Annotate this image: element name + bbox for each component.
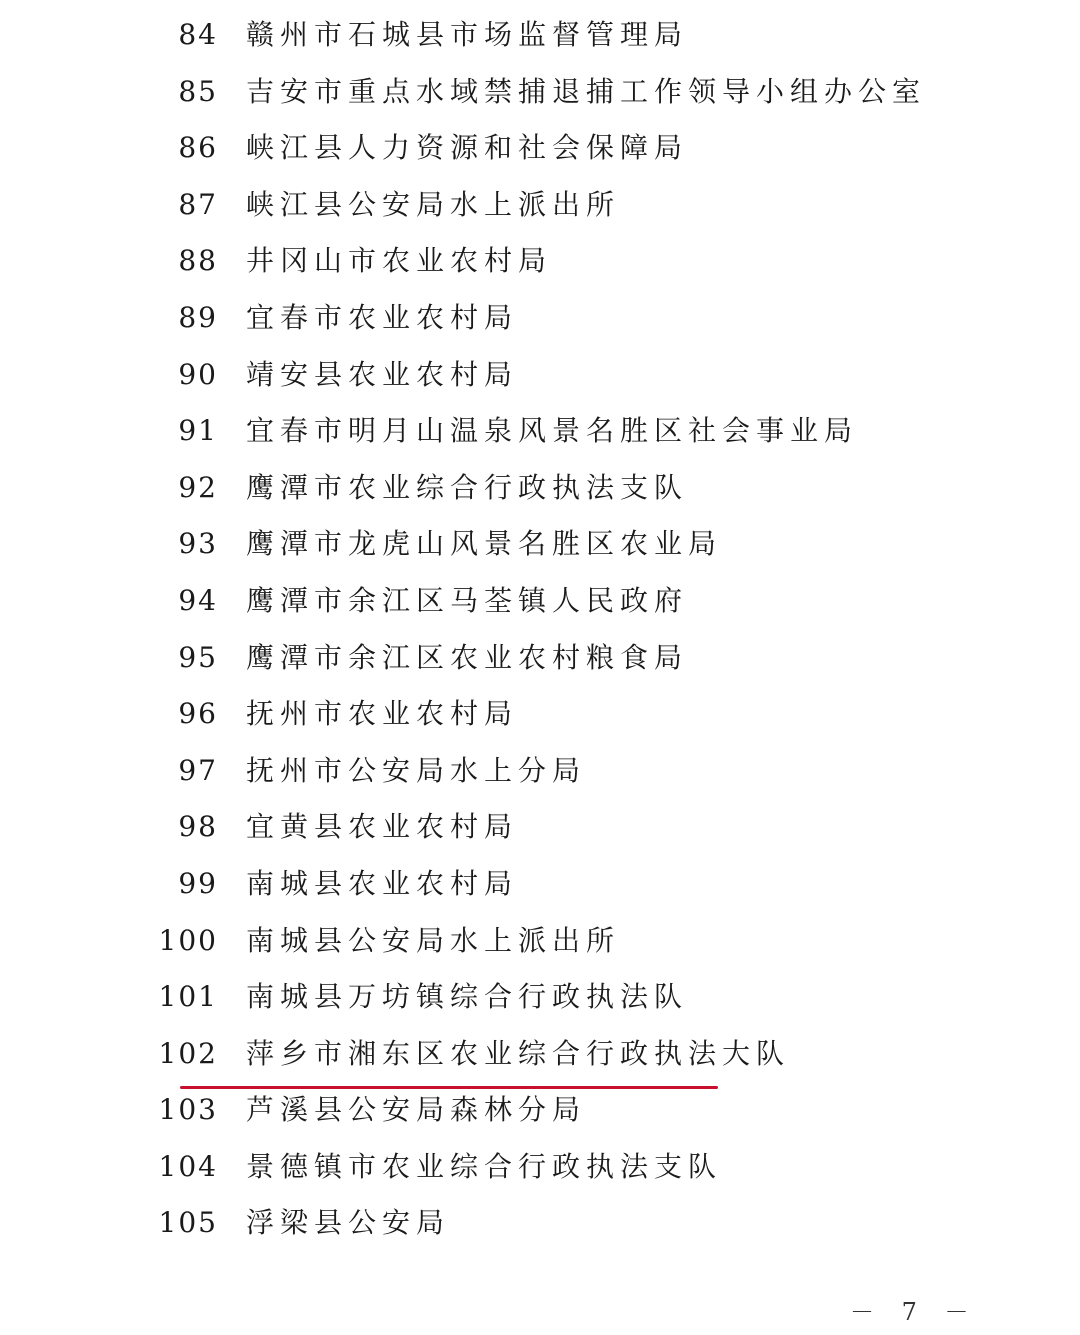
item-number: 104 — [158, 1149, 218, 1183]
organization-name: 浮梁县公安局 — [246, 1206, 451, 1240]
organization-name: 萍乡市湘东区农业综合行政执法大队 — [246, 1036, 791, 1070]
list-item — [0, 350, 1080, 407]
list-item — [0, 972, 1080, 1029]
item-number: 87 — [178, 187, 218, 221]
list-item — [0, 236, 1080, 293]
item-number: 100 — [158, 923, 218, 957]
item-number: 93 — [178, 527, 218, 561]
list-item — [0, 633, 1080, 690]
list-item — [0, 10, 1080, 67]
highlighted-list-item — [0, 1029, 1080, 1086]
list-item — [0, 123, 1080, 180]
organization-name: 峡江县公安局水上派出所 — [246, 187, 621, 221]
organization-name: 鹰潭市余江区农业农村粮食局 — [246, 640, 689, 674]
list-item — [0, 463, 1080, 520]
organization-name: 抚州市公安局水上分局 — [246, 753, 587, 787]
item-number: 96 — [178, 697, 218, 731]
organization-name: 吉安市重点水域禁捕退捕工作领导小组办公室 — [246, 74, 927, 108]
item-number: 91 — [178, 414, 218, 448]
organization-name: 鹰潭市农业综合行政执法支队 — [246, 470, 689, 504]
list-item — [0, 180, 1080, 237]
item-number: 94 — [178, 583, 218, 617]
organization-name: 南城县万坊镇综合行政执法队 — [246, 980, 689, 1014]
item-number: 86 — [178, 131, 218, 165]
list-item — [0, 1085, 1080, 1142]
organization-name: 芦溪县公安局森林分局 — [246, 1093, 587, 1127]
organization-name: 景德镇市农业综合行政执法支队 — [246, 1149, 723, 1183]
organization-name: 赣州市石城县市场监督管理局 — [246, 18, 689, 51]
list-item — [0, 406, 1080, 463]
list-item — [0, 746, 1080, 803]
organization-name: 宜春市农业农村局 — [246, 300, 519, 334]
item-number: 88 — [178, 244, 218, 278]
item-number: 89 — [178, 300, 218, 334]
item-number: 90 — [178, 357, 218, 391]
list-item — [0, 519, 1080, 576]
organization-name: 鹰潭市余江区马荃镇人民政府 — [246, 583, 689, 617]
item-number: 84 — [178, 18, 218, 51]
list-item — [0, 802, 1080, 859]
item-number: 92 — [178, 470, 218, 504]
item-number: 85 — [178, 74, 218, 108]
item-number: 105 — [158, 1206, 218, 1240]
organization-list — [0, 10, 1080, 1255]
list-item — [0, 1198, 1080, 1255]
organization-name: 抚州市农业农村局 — [246, 697, 519, 731]
list-item — [0, 67, 1080, 124]
list-item — [0, 859, 1080, 916]
list-item — [0, 576, 1080, 633]
list-item — [0, 689, 1080, 746]
organization-name: 南城县公安局水上派出所 — [246, 923, 621, 957]
organization-name: 鹰潭市龙虎山风景名胜区农业局 — [246, 527, 723, 561]
item-number: 101 — [158, 980, 218, 1014]
item-number: 95 — [178, 640, 218, 674]
organization-name: 宜黄县农业农村局 — [246, 810, 519, 844]
organization-name: 宜春市明月山温泉风景名胜区社会事业局 — [246, 414, 859, 448]
organization-name: 井冈山市农业农村局 — [246, 244, 553, 278]
item-number: 103 — [158, 1093, 218, 1127]
item-number: 97 — [178, 753, 218, 787]
item-number: 98 — [178, 810, 218, 844]
organization-name: 南城县农业农村局 — [246, 866, 519, 900]
page-number: － 7 － — [850, 1298, 979, 1326]
item-number: 99 — [178, 866, 218, 900]
item-number: 102 — [158, 1036, 218, 1070]
list-item — [0, 293, 1080, 350]
organization-name: 峡江县人力资源和社会保障局 — [246, 131, 689, 165]
list-item — [0, 1142, 1080, 1199]
organization-name: 靖安县农业农村局 — [246, 357, 519, 391]
list-item — [0, 916, 1080, 973]
